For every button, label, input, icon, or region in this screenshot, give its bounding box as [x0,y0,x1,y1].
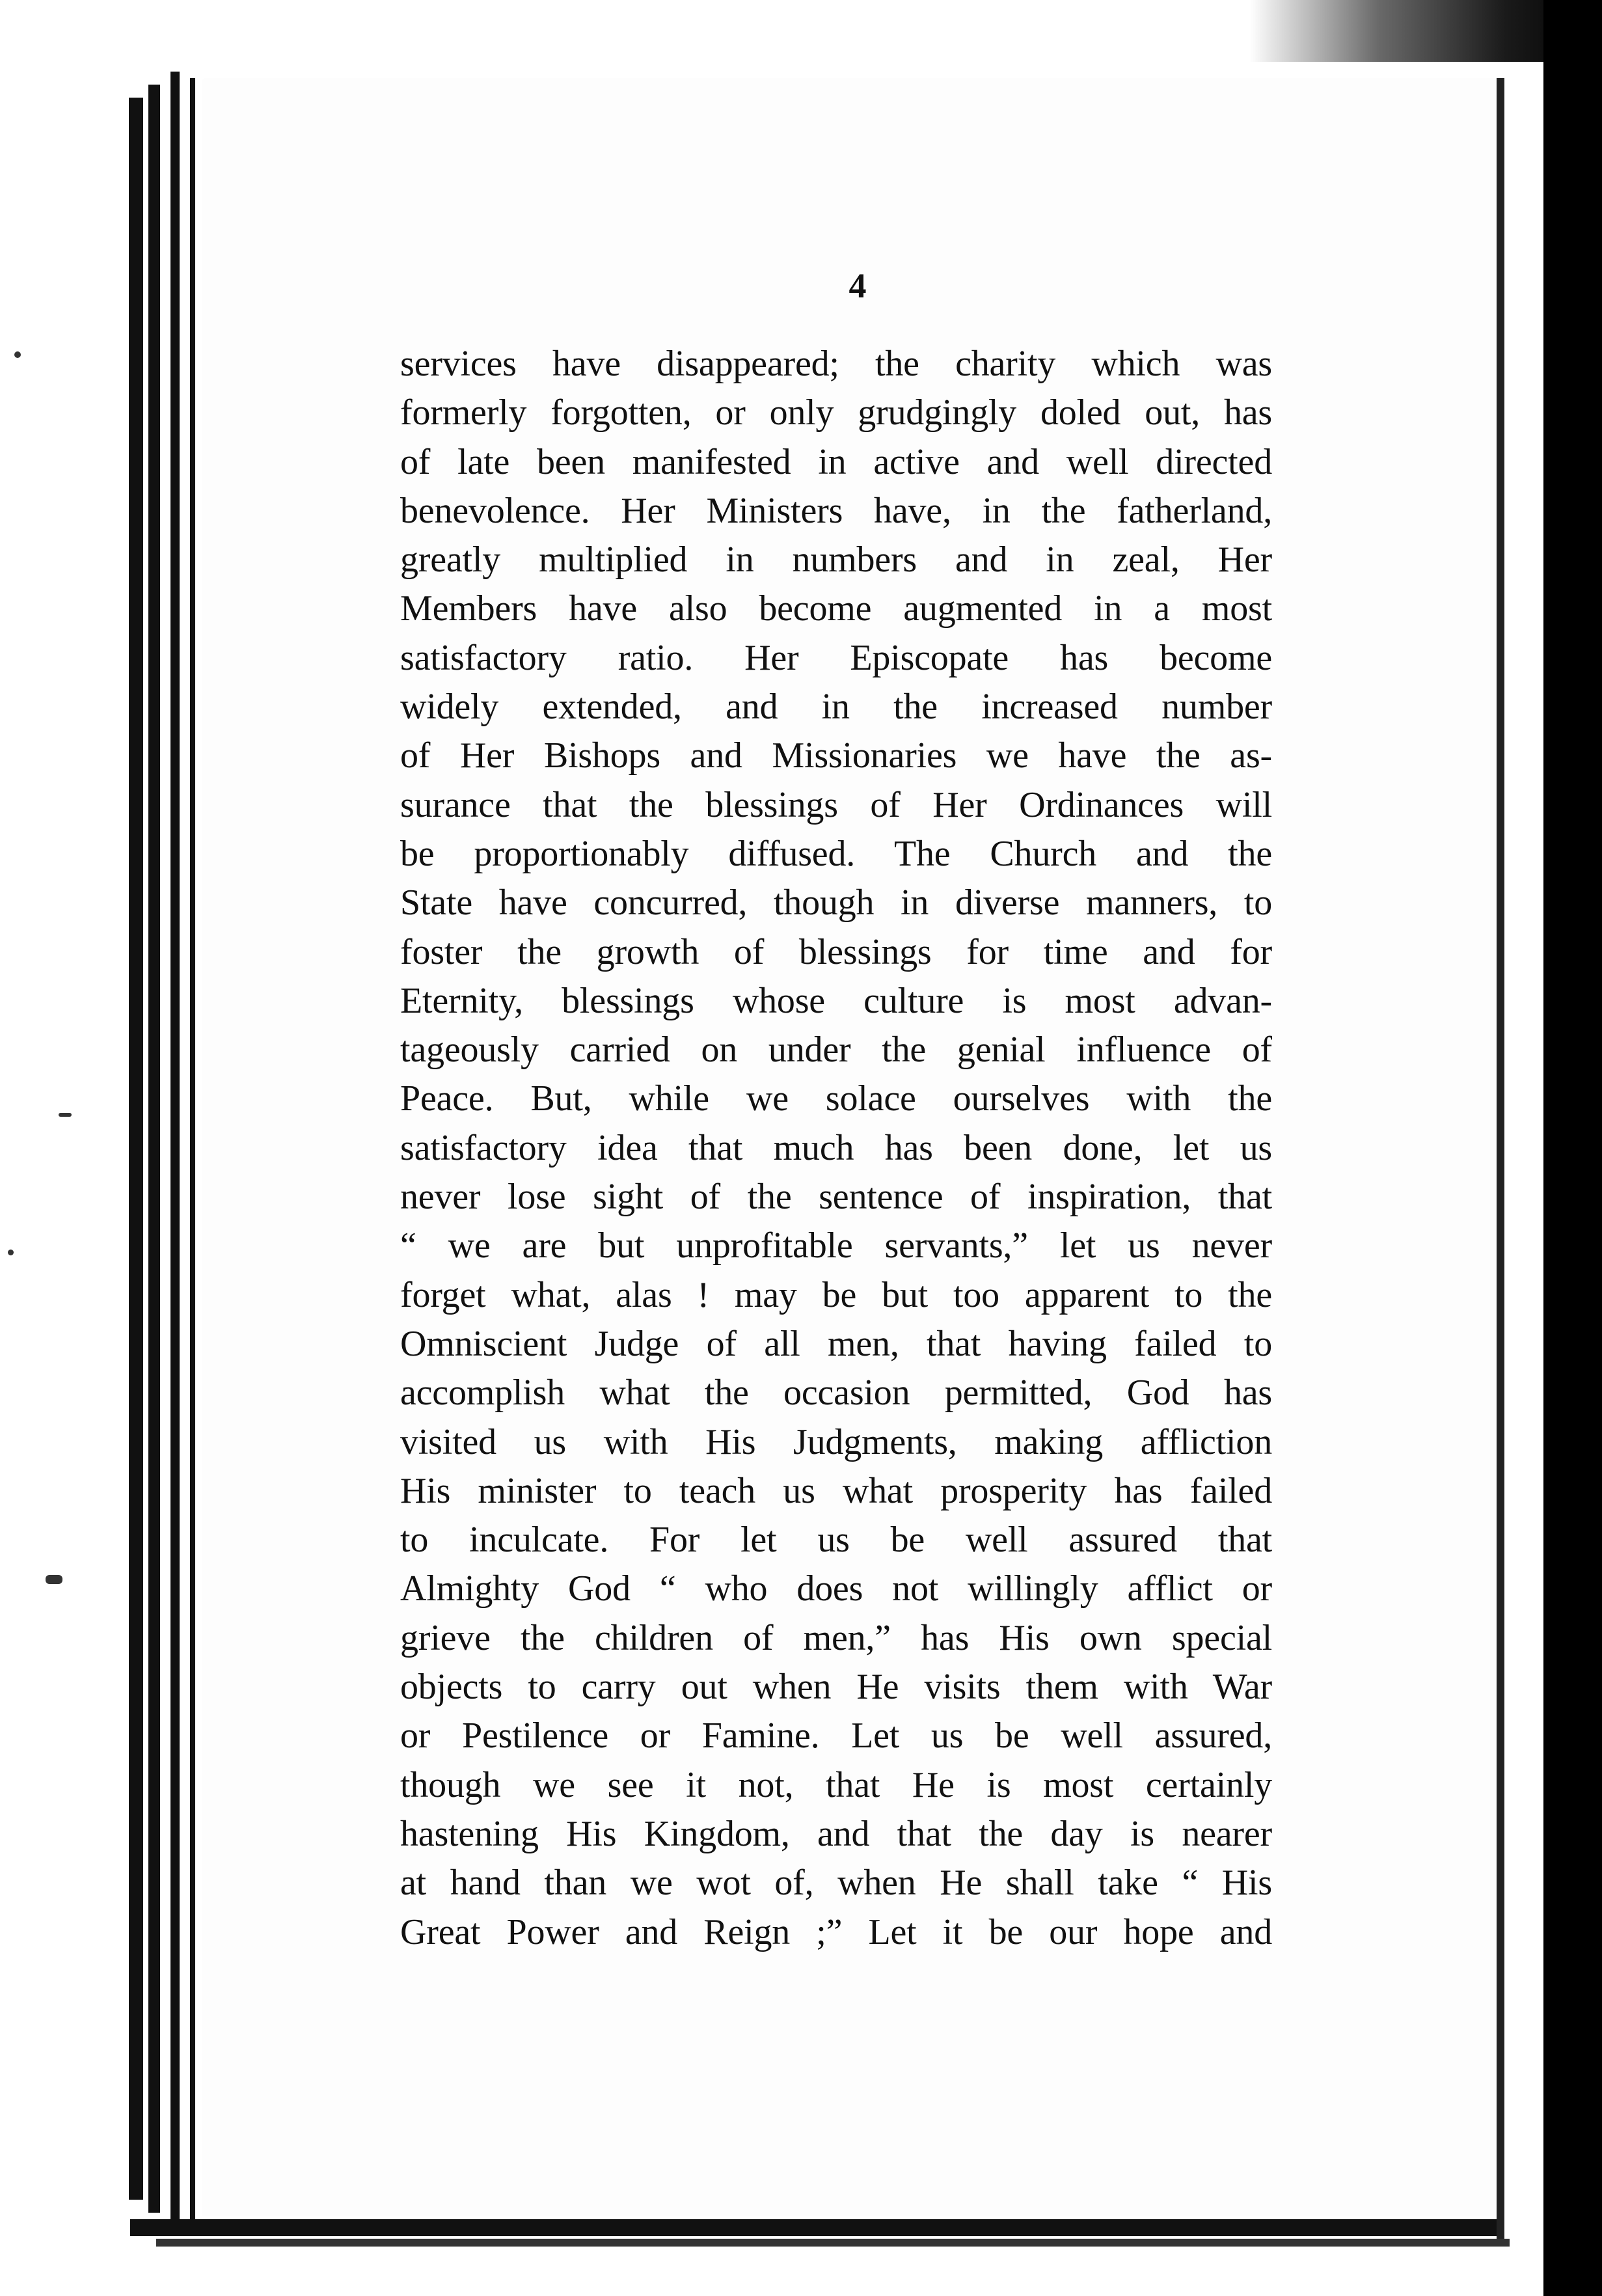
text-line: Great Power and Reign ;” Let it be our hope and [400,1911,1272,1952]
text-line: Eternity, blessings whose culture is most advan- [400,980,1272,1021]
text-line: or Pestilence or Famine. Let us be well assured, [400,1715,1272,1756]
page-edge-right [1497,78,1504,2239]
body-text [400,340,1272,1957]
text-line: satisfactory ratio. Her Episcopate has become [400,637,1272,678]
text-line: Almighty God “ who does not willingly afflict or [400,1568,1272,1609]
text-line: Omniscient Judge of all men, that having failed to [400,1323,1272,1364]
text-line: State have concurred, though in diverse manners, to [400,882,1272,923]
text-line: greatly multiplied in numbers and in zeal, Her [400,540,1272,581]
text-line: never lose sight of the sentence of inspiration, that [400,1177,1272,1218]
text-line: services have disappeared; the charity which was [400,344,1272,384]
text-line: be proportionably diffused. The Church and the [400,833,1272,874]
text-line: to inculcate. For let us be well assured that [400,1520,1272,1561]
text-line: visited us with His Judgments, making affliction [400,1421,1272,1462]
page-number: 4 [849,266,867,305]
text-line: Members have also become augmented in a most [400,588,1272,629]
page-edge [129,98,143,2200]
text-line: tageously carried on under the genial influence of [400,1030,1272,1071]
text-line: formerly forgotten, or only grudgingly doled out, has [400,392,1272,433]
text-line: His minister to teach us what prosperity has failed [400,1470,1272,1511]
text-line: forget what, alas ! may be but too apparent to the [400,1274,1272,1315]
scan-speck [59,1113,72,1117]
text-line: of Her Bishops and Missionaries we have the as- [400,735,1272,776]
text-line: widely extended, and in the increased number [400,687,1272,728]
text-line: benevolence. Her Ministers have, in the fatherland, [400,490,1272,531]
page-edge-bottom [156,2239,1510,2247]
scan-speck [8,1250,14,1255]
text-line: accomplish what the occasion permitted, God has [400,1373,1272,1414]
scanner-bed-right [1543,0,1602,2296]
page-edge [148,85,160,2213]
text-line: though we see it not, that He is most certainly [400,1764,1272,1805]
text-line: satisfactory idea that much has been done, let us [400,1127,1272,1168]
text-line: of late been manifested in active and well directed [400,441,1272,482]
text-line: hastening His Kingdom, and that the day is nearer [400,1813,1272,1854]
scan-speck [14,351,21,358]
page-edge [190,78,195,2219]
page-edge [170,72,180,2219]
text-line: surance that the blessings of Her Ordinances will [400,784,1272,825]
text-line: foster the growth of blessings for time and for [400,931,1272,972]
text-line: Peace. But, while we solace ourselves with the [400,1078,1272,1119]
scanner-bed-top [0,0,1602,62]
text-line: “ we are but unprofitable servants,” let us never [400,1225,1272,1266]
text-line: grieve the children of men,” has His own special [400,1617,1272,1658]
text-line: at hand than we wot of, when He shall take “ His [400,1863,1272,1904]
page-edge-bottom [130,2219,1497,2236]
text-line: objects to carry out when He visits them with War [400,1667,1272,1708]
scan-speck [46,1575,62,1584]
